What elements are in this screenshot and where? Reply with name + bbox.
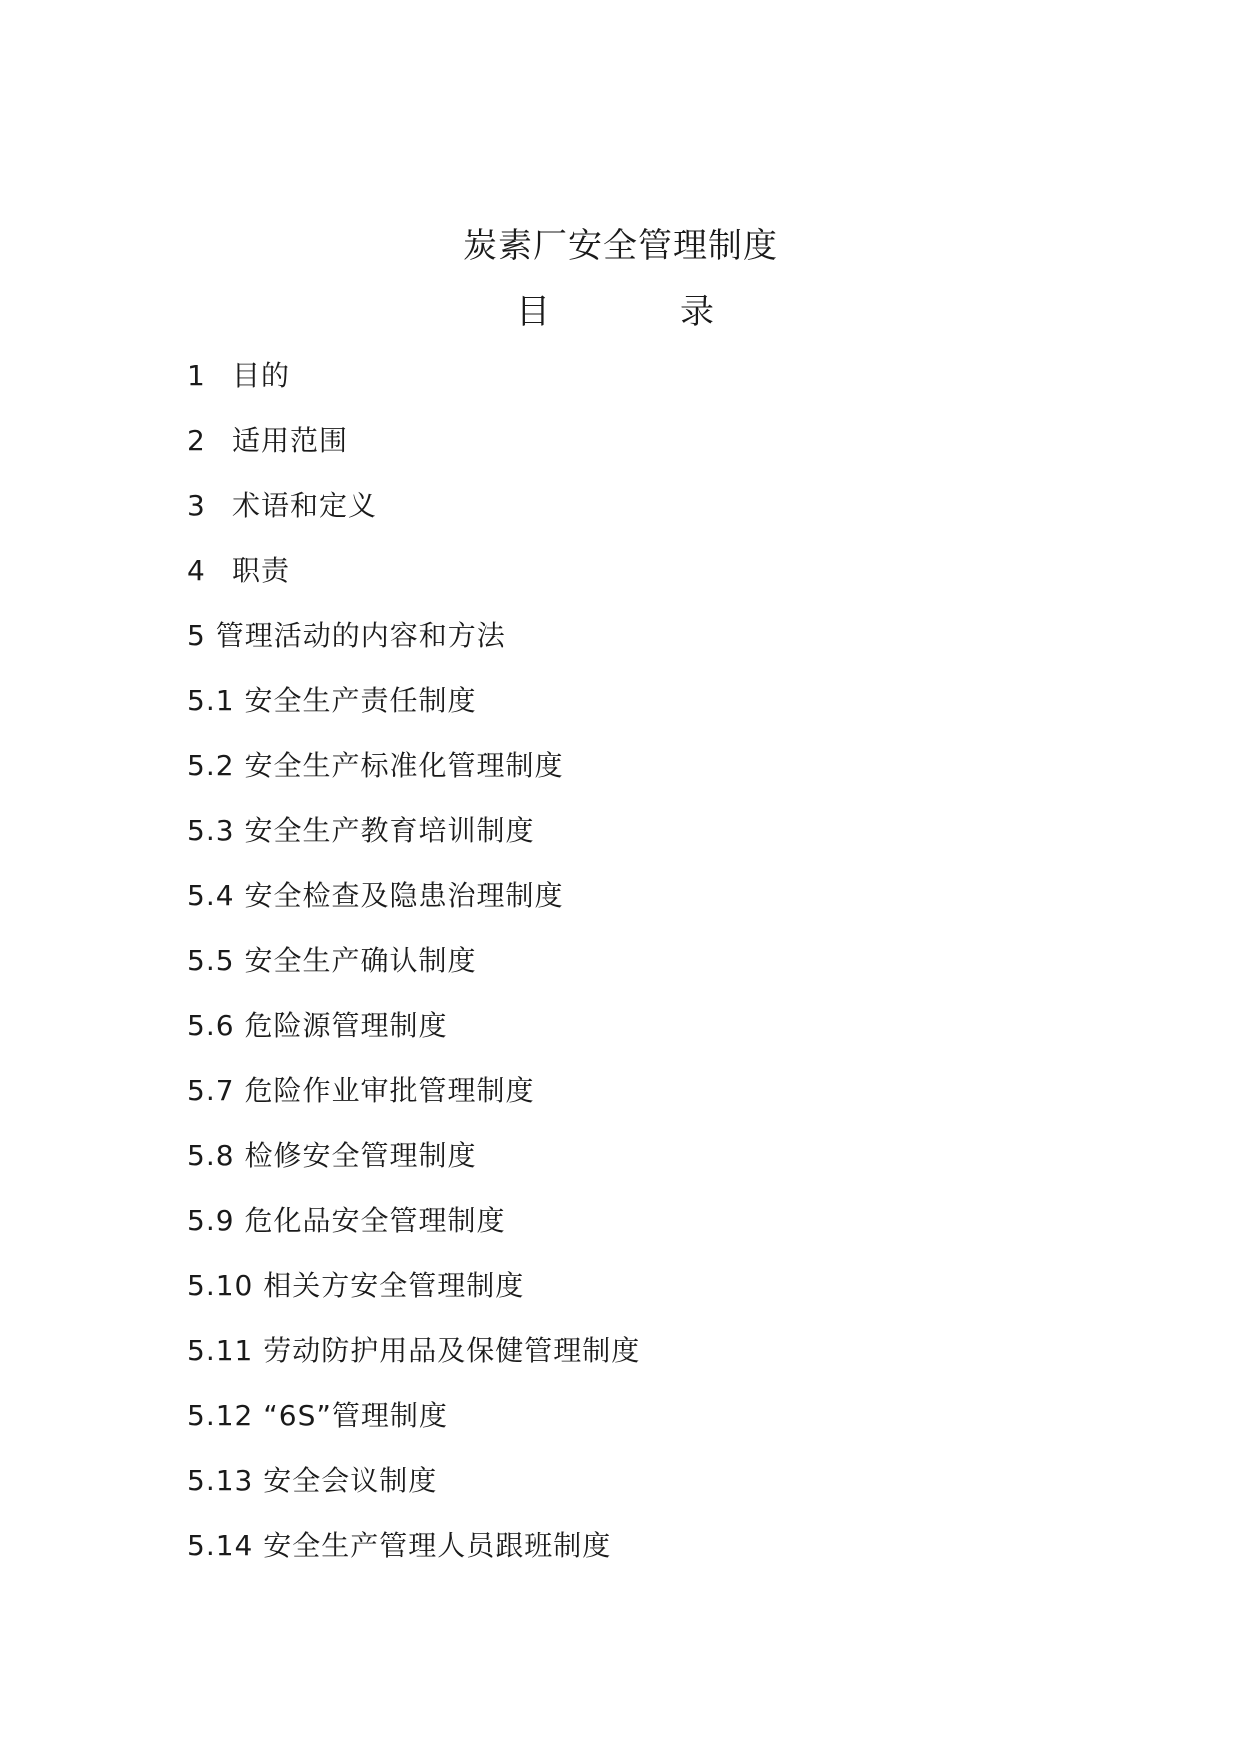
toc-heading-char-1: 目 (516, 292, 550, 332)
toc-item (187, 746, 640, 811)
toc-list (187, 356, 640, 1591)
toc-item (187, 356, 640, 421)
toc-item-text: 危险作业审批管理制度 (244, 1074, 535, 1107)
toc-item-text: 安全会议制度 (263, 1464, 438, 1497)
toc-item (187, 1396, 640, 1461)
toc-item (187, 681, 640, 746)
toc-item-text: 安全检查及隐患治理制度 (244, 879, 564, 912)
toc-item-text: 职责 (232, 554, 291, 587)
toc-item-number: 5.8 (187, 1139, 235, 1172)
toc-item (187, 1071, 640, 1136)
toc-item (187, 876, 640, 941)
toc-item-number: 4 (187, 554, 206, 587)
toc-item-number: 5.6 (187, 1009, 235, 1042)
toc-item (187, 421, 640, 486)
toc-item (187, 551, 640, 616)
toc-item-text: 安全生产责任制度 (244, 684, 477, 717)
toc-item-number: 5.1 (187, 684, 235, 717)
toc-item-number: 5.11 (187, 1334, 254, 1367)
toc-item-text: 检修安全管理制度 (244, 1139, 477, 1172)
toc-item-number: 1 (187, 359, 206, 392)
toc-item (187, 1331, 640, 1396)
toc-item-text: 危险源管理制度 (244, 1009, 448, 1042)
toc-item (187, 1526, 640, 1591)
toc-item-text: 安全生产标准化管理制度 (244, 749, 564, 782)
toc-item (187, 811, 640, 876)
toc-item (187, 616, 640, 681)
toc-item-number: 5.9 (187, 1204, 235, 1237)
toc-item-text: 适用范围 (232, 424, 349, 457)
toc-item-text: 安全生产管理人员跟班制度 (263, 1529, 612, 1562)
toc-item-text: “6S”管理制度 (263, 1399, 448, 1432)
toc-item-number: 5.7 (187, 1074, 235, 1107)
toc-item-number: 5.13 (187, 1464, 254, 1497)
toc-heading-char-2: 录 (680, 292, 714, 332)
toc-item-text: 安全生产教育培训制度 (244, 814, 535, 847)
toc-item-number: 3 (187, 489, 206, 522)
toc-item-number: 5.4 (187, 879, 235, 912)
toc-item-number: 5 (187, 619, 206, 652)
toc-item-text: 术语和定义 (232, 489, 378, 522)
toc-item-number: 2 (187, 424, 206, 457)
toc-item (187, 941, 640, 1006)
toc-item-number: 5.10 (187, 1269, 254, 1302)
toc-heading (516, 288, 844, 336)
toc-item-number: 5.2 (187, 749, 235, 782)
toc-item-text: 劳动防护用品及保健管理制度 (263, 1334, 641, 1367)
toc-item-number: 5.5 (187, 944, 235, 977)
document-title: 炭素厂安全管理制度 (463, 226, 778, 266)
toc-item-number: 5.14 (187, 1529, 254, 1562)
toc-item-number: 5.3 (187, 814, 235, 847)
toc-item (187, 1461, 640, 1526)
toc-item (187, 1136, 640, 1201)
toc-item (187, 1266, 640, 1331)
toc-item-number: 5.12 (187, 1399, 254, 1432)
toc-item (187, 1201, 640, 1266)
toc-item-text: 相关方安全管理制度 (263, 1269, 525, 1302)
toc-item-text: 危化品安全管理制度 (244, 1204, 506, 1237)
toc-item-text: 安全生产确认制度 (244, 944, 477, 977)
toc-item-text: 目的 (232, 359, 291, 392)
toc-item (187, 1006, 640, 1071)
toc-item-text: 管理活动的内容和方法 (215, 619, 506, 652)
toc-item (187, 486, 640, 551)
